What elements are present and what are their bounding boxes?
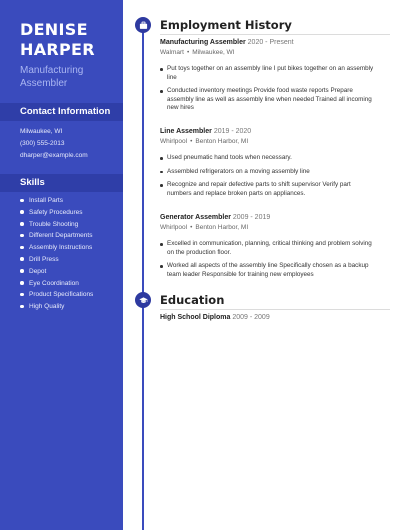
skill-item: Drill Press (20, 255, 93, 267)
job-bullet: Recognize and repair defective parts to shift supervisor Verify part numbers and replace broken parts on appliances. (160, 181, 375, 198)
education-dates: 2009 - 2009 (232, 314, 270, 321)
skill-item: Product Specifications (20, 290, 93, 302)
job-company-line: Whirlpool • Benton Harbor, MI (160, 138, 249, 145)
timeline-line (142, 25, 144, 530)
skills-heading: Skills (0, 174, 123, 192)
section-divider (160, 309, 390, 310)
contact-heading: Contact Information (0, 103, 123, 121)
contact-email[interactable]: dharper@example.com (20, 152, 88, 159)
skills-list (20, 196, 93, 314)
job-bullet: Excelled in communication, planning, critical thinking and problem solving on the production floor. (160, 240, 375, 257)
job-dates: 2020 - Present (247, 39, 294, 46)
contact-city: Milwaukee, WI (20, 128, 63, 135)
job-company: Walmart (160, 49, 184, 56)
job-bullets (160, 154, 375, 198)
job-bullet: Conducted inventory meetings Provide food waste reports Prepare assembly line as well as assembly line when needed Trained all incoming new hires (160, 87, 375, 113)
job-company-line: Whirlpool • Benton Harbor, MI (160, 224, 249, 231)
job-bullet: Put toys together on an assembly line I put bikes together on an assembly line (160, 65, 375, 82)
skill-item: Depot (20, 267, 93, 279)
education-degree: High School Diploma (160, 314, 231, 321)
skill-item: Different Departments (20, 231, 93, 243)
education-header (160, 313, 390, 323)
job-company-line: Walmart • Milwaukee, WI (160, 49, 235, 56)
skill-item: Install Parts (20, 196, 93, 208)
job-role: Line Assembler (160, 128, 212, 135)
employment-heading: Employment History (160, 18, 292, 32)
job-entry (160, 213, 390, 284)
job-entry (160, 38, 390, 118)
job-dates: 2019 - 2020 (213, 128, 252, 135)
job-location: Benton Harbor, MI (195, 224, 249, 231)
job-bullets (160, 240, 375, 279)
briefcase-icon (135, 17, 151, 33)
education-entry (160, 313, 390, 323)
job-header (160, 38, 390, 48)
candidate-name (20, 20, 95, 60)
job-location: Benton Harbor, MI (195, 138, 249, 145)
skill-item: Trouble Shooting (20, 220, 93, 232)
job-entry (160, 127, 390, 203)
contact-info (20, 126, 88, 162)
job-header (160, 213, 390, 223)
sidebar (0, 0, 123, 530)
education-heading: Education (160, 293, 225, 307)
skill-item: Assembly Instructions (20, 243, 93, 255)
job-dates: 2009 - 2019 (232, 214, 271, 221)
job-bullet: Used pneumatic hand tools when necessary. (160, 154, 375, 163)
first-name: DENISE (20, 20, 88, 39)
section-divider (160, 34, 390, 35)
job-bullet: Assembled refrigerators on a moving assembly line (160, 168, 375, 177)
job-company: Whirlpool (160, 138, 188, 145)
skill-item: Safety Procedures (20, 208, 93, 220)
job-role: Generator Assembler (160, 214, 231, 221)
job-company: Whirlpool (160, 224, 188, 231)
skill-item: Eye Coordination (20, 279, 93, 291)
job-location: Milwaukee, WI (192, 49, 235, 56)
contact-phone[interactable]: (300) 555-2013 (20, 140, 65, 147)
graduation-cap-icon (135, 292, 151, 308)
job-title: Manufacturing Assembler (20, 65, 84, 89)
job-header (160, 127, 390, 137)
skill-item: High Quality (20, 302, 93, 314)
job-bullets (160, 65, 375, 113)
last-name: HARPER (20, 40, 95, 59)
job-bullet: Worked all aspects of the assembly line Specifically chosen as a backup team leader Responsible for training new employees (160, 262, 375, 279)
job-role: Manufacturing Assembler (160, 39, 246, 46)
